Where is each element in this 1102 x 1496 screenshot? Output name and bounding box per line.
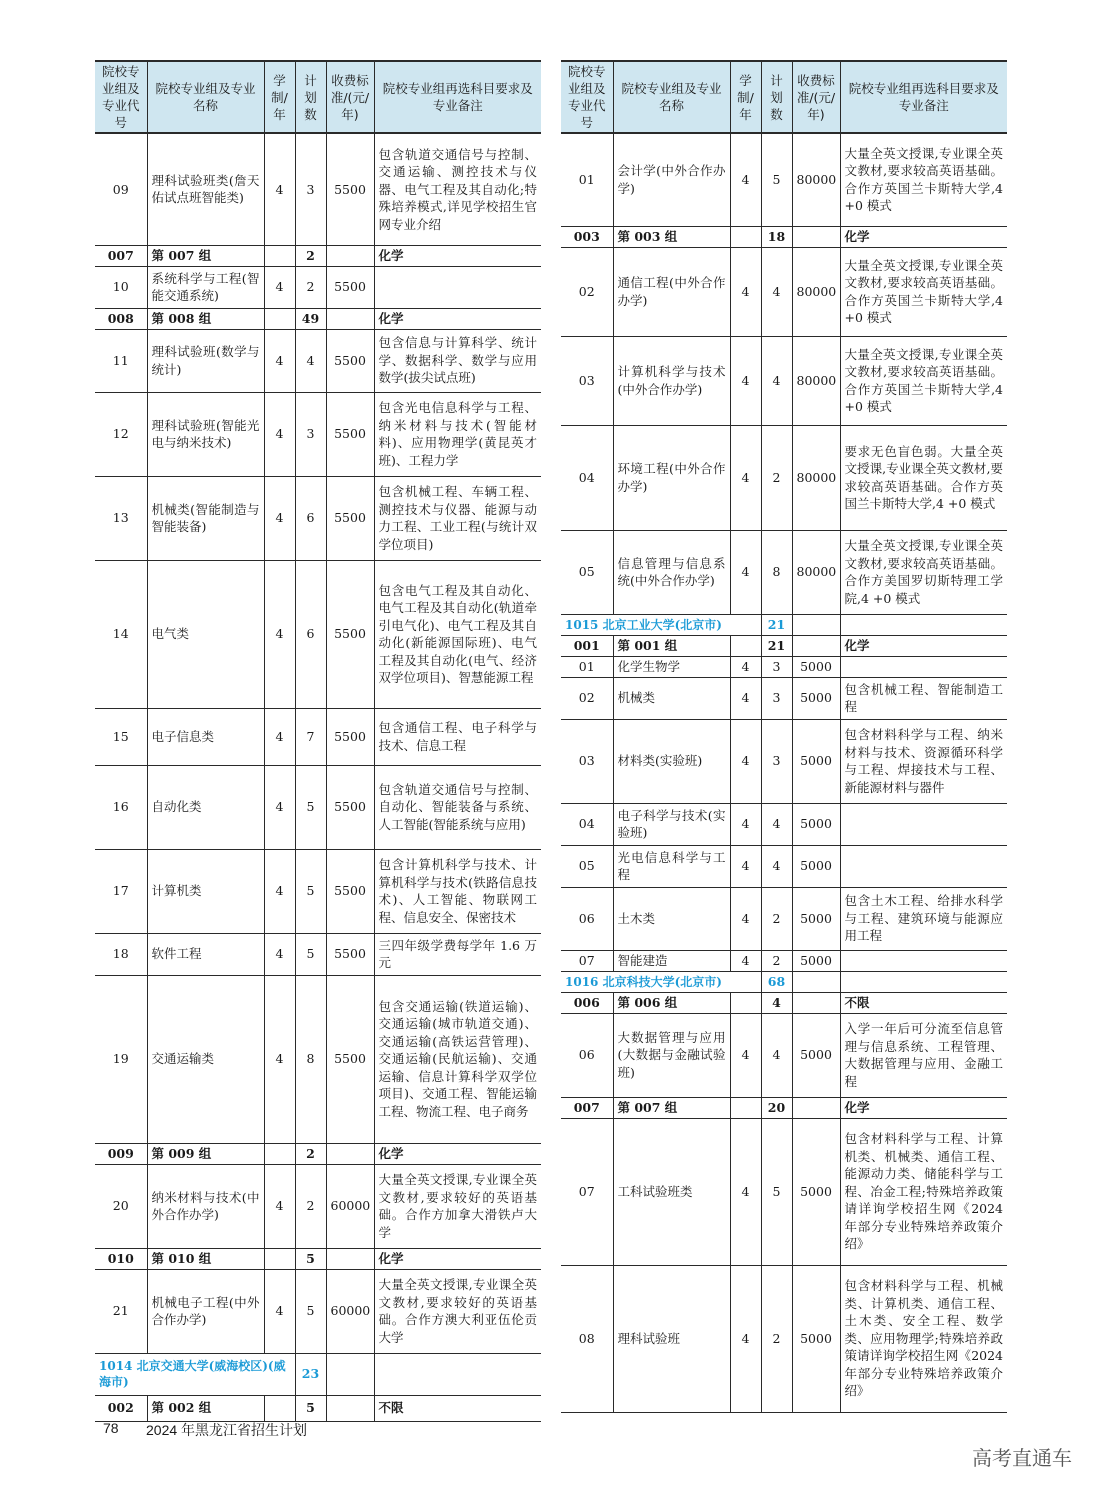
major-fee: 60000 bbox=[326, 1164, 374, 1248]
years-cell bbox=[264, 1248, 295, 1269]
major-plan: 3 bbox=[295, 133, 326, 245]
major-years: 4 bbox=[264, 975, 295, 1143]
major-plan: 2 bbox=[761, 1265, 792, 1412]
major-fee: 5000 bbox=[792, 803, 840, 845]
major-years: 4 bbox=[730, 530, 761, 614]
header-plan: 计划数 bbox=[761, 61, 792, 133]
major-years: 4 bbox=[264, 1164, 295, 1248]
university-plan: 68 bbox=[761, 971, 792, 992]
group-name: 第 003 组 bbox=[613, 226, 730, 247]
major-name: 交通运输类 bbox=[147, 975, 264, 1143]
group-code: 010 bbox=[95, 1248, 147, 1269]
major-row bbox=[95, 329, 541, 392]
major-note bbox=[840, 656, 1007, 677]
header-years: 学制/年 bbox=[730, 61, 761, 133]
major-fee: 5000 bbox=[792, 845, 840, 887]
major-years: 4 bbox=[730, 803, 761, 845]
major-name: 大数据管理与应用(大数据与金融试验班) bbox=[613, 1013, 730, 1097]
group-name: 第 007 组 bbox=[613, 1097, 730, 1118]
group-code: 007 bbox=[561, 1097, 613, 1118]
major-fee: 80000 bbox=[792, 425, 840, 530]
major-row bbox=[95, 266, 541, 308]
fee-cell bbox=[326, 308, 374, 329]
right-table-body bbox=[561, 133, 1007, 1412]
major-note bbox=[840, 845, 1007, 887]
major-code: 05 bbox=[561, 845, 613, 887]
header-fee: 收费标准/(元/年) bbox=[792, 61, 840, 133]
major-name: 理科试验班(智能光电与纳米技术) bbox=[147, 392, 264, 476]
major-years: 4 bbox=[730, 950, 761, 971]
major-fee: 5000 bbox=[792, 656, 840, 677]
major-name: 电子科学与技术(实验班) bbox=[613, 803, 730, 845]
major-code: 17 bbox=[95, 849, 147, 933]
major-years: 4 bbox=[264, 1269, 295, 1353]
major-plan: 2 bbox=[761, 950, 792, 971]
major-plan: 4 bbox=[761, 336, 792, 425]
major-plan: 5 bbox=[295, 765, 326, 849]
major-note: 三四年级学费每学年 1.6 万元 bbox=[374, 933, 541, 975]
major-row bbox=[561, 677, 1007, 719]
fee-cell bbox=[792, 971, 840, 992]
major-row bbox=[561, 719, 1007, 803]
major-plan: 4 bbox=[761, 1013, 792, 1097]
major-fee: 5000 bbox=[792, 719, 840, 803]
major-code: 02 bbox=[561, 677, 613, 719]
major-years: 4 bbox=[730, 677, 761, 719]
group-subject: 化学 bbox=[840, 635, 1007, 656]
major-code: 07 bbox=[561, 950, 613, 971]
major-plan: 7 bbox=[295, 708, 326, 765]
major-code: 01 bbox=[561, 656, 613, 677]
major-fee: 5500 bbox=[326, 765, 374, 849]
table-header bbox=[95, 61, 541, 133]
group-subject: 不限 bbox=[840, 992, 1007, 1013]
major-note: 包含通信工程、电子科学与技术、信息工程 bbox=[374, 708, 541, 765]
left-plan-table bbox=[95, 60, 541, 1422]
years-cell bbox=[730, 635, 761, 656]
major-code: 07 bbox=[561, 1118, 613, 1265]
major-fee: 5500 bbox=[326, 975, 374, 1143]
group-row bbox=[561, 1097, 1007, 1118]
group-subject: 化学 bbox=[374, 245, 541, 266]
university-plan: 21 bbox=[761, 614, 792, 635]
major-code: 01 bbox=[561, 133, 613, 226]
major-name: 机械类 bbox=[613, 677, 730, 719]
major-plan: 4 bbox=[761, 247, 792, 336]
major-years: 4 bbox=[730, 845, 761, 887]
group-plan: 18 bbox=[761, 226, 792, 247]
major-row bbox=[95, 1164, 541, 1248]
major-code: 06 bbox=[561, 1013, 613, 1097]
group-plan: 5 bbox=[295, 1395, 326, 1421]
major-note: 大量全英文授课,专业课全英文教材,要求较好的英语基础。合作方澳大利亚伍伦贡大学 bbox=[374, 1269, 541, 1353]
major-code: 09 bbox=[95, 133, 147, 245]
major-note bbox=[840, 950, 1007, 971]
major-row bbox=[561, 530, 1007, 614]
major-note: 包含计算机科学与技术、计算机科学与技术(铁路信息技术)、人工智能、物联网工程、信息安全、保密技术 bbox=[374, 849, 541, 933]
header-name: 院校专业组及专业名称 bbox=[147, 61, 264, 133]
major-name: 计算机科学与技术(中外合作办学) bbox=[613, 336, 730, 425]
left-table-body bbox=[95, 133, 541, 1421]
major-note: 包含交通运输(铁道运输)、交通运输(城市轨道交通)、交通运输(高铁运营管理)、交通运输(民航运输)、交通运输、信息计算科学双学位项目)、交通工程、智能运输工程、物流工程、电子商务 bbox=[374, 975, 541, 1143]
major-plan: 6 bbox=[295, 560, 326, 708]
group-name: 第 002 组 bbox=[147, 1395, 264, 1421]
major-name: 理科试验班 bbox=[613, 1265, 730, 1412]
major-row bbox=[561, 1265, 1007, 1412]
group-code: 002 bbox=[95, 1395, 147, 1421]
major-plan: 2 bbox=[761, 425, 792, 530]
group-name: 第 006 组 bbox=[613, 992, 730, 1013]
group-subject: 化学 bbox=[374, 308, 541, 329]
group-row bbox=[95, 1143, 541, 1164]
major-fee: 80000 bbox=[792, 133, 840, 226]
major-fee: 5000 bbox=[792, 677, 840, 719]
major-row bbox=[561, 656, 1007, 677]
major-row bbox=[561, 336, 1007, 425]
major-plan: 6 bbox=[295, 476, 326, 560]
major-plan: 5 bbox=[761, 1118, 792, 1265]
university-plan: 23 bbox=[295, 1353, 326, 1395]
group-code: 001 bbox=[561, 635, 613, 656]
major-fee: 5000 bbox=[792, 887, 840, 950]
major-name: 工科试验班类 bbox=[613, 1118, 730, 1265]
major-fee: 5500 bbox=[326, 933, 374, 975]
major-note: 包含材料科学与工程、机械类、计算机类、通信工程、土木类、安全工程、数学类、应用物理学;特殊培养政策请详询学校招生网《2024 年部分专业特殊培养政策介绍》 bbox=[840, 1265, 1007, 1412]
fee-cell bbox=[326, 1248, 374, 1269]
major-code: 06 bbox=[561, 887, 613, 950]
major-note: 入学一年后可分流至信息管理与信息系统、工程管理、大数据管理与应用、金融工程 bbox=[840, 1013, 1007, 1097]
major-code: 11 bbox=[95, 329, 147, 392]
major-years: 4 bbox=[264, 765, 295, 849]
major-row bbox=[95, 1269, 541, 1353]
header-plan: 计划数 bbox=[295, 61, 326, 133]
fee-cell bbox=[792, 226, 840, 247]
major-row bbox=[95, 975, 541, 1143]
major-name: 系统科学与工程(智能交通系统) bbox=[147, 266, 264, 308]
major-years: 4 bbox=[730, 887, 761, 950]
major-note: 包含光电信息科学与工程、纳米材料与技术(智能材料)、应用物理学(黄昆英才班)、工程力学 bbox=[374, 392, 541, 476]
major-note: 包含轨道交通信号与控制、自动化、智能装备与系统、人工智能(智能系统与应用) bbox=[374, 765, 541, 849]
major-name: 软件工程 bbox=[147, 933, 264, 975]
major-plan: 2 bbox=[761, 887, 792, 950]
group-row bbox=[95, 1395, 541, 1421]
major-years: 4 bbox=[730, 719, 761, 803]
major-row bbox=[95, 476, 541, 560]
major-name: 机械电子工程(中外合作办学) bbox=[147, 1269, 264, 1353]
group-subject: 化学 bbox=[840, 1097, 1007, 1118]
major-code: 04 bbox=[561, 425, 613, 530]
years-cell bbox=[264, 1143, 295, 1164]
major-note: 大量全英文授课,专业课全英文教材,要求较高英语基础。合作方英国兰卡斯特大学,4 +0 模式 bbox=[840, 247, 1007, 336]
group-plan: 5 bbox=[295, 1248, 326, 1269]
major-code: 19 bbox=[95, 975, 147, 1143]
header-fee: 收费标准/(元/年) bbox=[326, 61, 374, 133]
major-plan: 2 bbox=[295, 266, 326, 308]
major-years: 4 bbox=[264, 392, 295, 476]
major-code: 04 bbox=[561, 803, 613, 845]
major-plan: 4 bbox=[295, 329, 326, 392]
major-plan: 3 bbox=[761, 656, 792, 677]
major-note: 包含信息与计算科学、统计学、数据科学、数学与应用数学(拔尖试点班) bbox=[374, 329, 541, 392]
major-name: 计算机类 bbox=[147, 849, 264, 933]
header-code: 院校专业组及专业代号 bbox=[95, 61, 147, 133]
major-code: 02 bbox=[561, 247, 613, 336]
major-row bbox=[561, 803, 1007, 845]
group-code: 009 bbox=[95, 1143, 147, 1164]
major-years: 4 bbox=[264, 133, 295, 245]
group-row bbox=[561, 226, 1007, 247]
group-plan: 2 bbox=[295, 1143, 326, 1164]
major-plan: 2 bbox=[295, 1164, 326, 1248]
header-note: 院校专业组再选科目要求及专业备注 bbox=[840, 61, 1007, 133]
major-code: 08 bbox=[561, 1265, 613, 1412]
note-cell bbox=[840, 971, 1007, 992]
major-plan: 8 bbox=[295, 975, 326, 1143]
major-years: 4 bbox=[730, 1013, 761, 1097]
group-name: 第 007 组 bbox=[147, 245, 264, 266]
major-years: 4 bbox=[264, 933, 295, 975]
group-row bbox=[561, 635, 1007, 656]
university-name: 1016 北京科技大学(北京市) bbox=[561, 971, 761, 992]
major-code: 10 bbox=[95, 266, 147, 308]
major-note: 包含机械工程、智能制造工程 bbox=[840, 677, 1007, 719]
major-name: 信息管理与信息系统(中外合作办学) bbox=[613, 530, 730, 614]
major-note: 大量全英文授课,专业课全英文教材,要求较高英语基础。合作方英国兰卡斯特大学,4 +0 模式 bbox=[840, 133, 1007, 226]
university-row bbox=[95, 1353, 541, 1395]
group-row bbox=[561, 992, 1007, 1013]
major-fee: 5000 bbox=[792, 1118, 840, 1265]
years-cell bbox=[264, 308, 295, 329]
fee-cell bbox=[792, 992, 840, 1013]
university-name: 1014 北京交通大学(威海校区)(威海市) bbox=[95, 1353, 295, 1395]
major-note: 包含轨道交通信号与控制、交通运输、测控技术与仪器、电气工程及其自动化;特殊培养模式,详见学校招生官网专业介绍 bbox=[374, 133, 541, 245]
years-cell bbox=[730, 226, 761, 247]
major-row bbox=[95, 849, 541, 933]
major-note: 包含材料科学与工程、纳米材料与技术、资源循环科学与工程、焊接技术与工程、新能源材料与器件 bbox=[840, 719, 1007, 803]
fee-cell bbox=[326, 245, 374, 266]
major-years: 4 bbox=[264, 708, 295, 765]
major-note: 包含土木工程、给排水科学与工程、建筑环境与能源应用工程 bbox=[840, 887, 1007, 950]
major-note: 包含机械工程、车辆工程、测控技术与仪器、能源与动力工程、工业工程(与统计双学位项目) bbox=[374, 476, 541, 560]
fee-cell bbox=[792, 1097, 840, 1118]
group-row bbox=[95, 308, 541, 329]
major-fee: 5500 bbox=[326, 560, 374, 708]
major-code: 14 bbox=[95, 560, 147, 708]
university-name: 1015 北京工业大学(北京市) bbox=[561, 614, 761, 635]
major-name: 电子信息类 bbox=[147, 708, 264, 765]
major-name: 理科试验班类(詹天佑试点班智能类) bbox=[147, 133, 264, 245]
fee-cell bbox=[326, 1395, 374, 1421]
major-code: 18 bbox=[95, 933, 147, 975]
major-plan: 5 bbox=[295, 849, 326, 933]
major-code: 16 bbox=[95, 765, 147, 849]
group-subject: 化学 bbox=[840, 226, 1007, 247]
major-years: 4 bbox=[730, 1265, 761, 1412]
major-code: 15 bbox=[95, 708, 147, 765]
major-name: 环境工程(中外合作办学) bbox=[613, 425, 730, 530]
major-years: 4 bbox=[730, 656, 761, 677]
major-fee: 5000 bbox=[792, 950, 840, 971]
major-plan: 3 bbox=[295, 392, 326, 476]
major-plan: 3 bbox=[761, 719, 792, 803]
major-code: 03 bbox=[561, 336, 613, 425]
major-row bbox=[561, 845, 1007, 887]
table-header bbox=[561, 61, 1007, 133]
group-name: 第 009 组 bbox=[147, 1143, 264, 1164]
major-row bbox=[95, 392, 541, 476]
major-fee: 5500 bbox=[326, 392, 374, 476]
group-subject: 不限 bbox=[374, 1395, 541, 1421]
major-name: 自动化类 bbox=[147, 765, 264, 849]
university-row bbox=[561, 614, 1007, 635]
major-name: 化学生物学 bbox=[613, 656, 730, 677]
major-name: 电气类 bbox=[147, 560, 264, 708]
major-years: 4 bbox=[730, 247, 761, 336]
group-plan: 20 bbox=[761, 1097, 792, 1118]
major-row bbox=[95, 133, 541, 245]
major-years: 4 bbox=[730, 133, 761, 226]
major-fee: 60000 bbox=[326, 1269, 374, 1353]
major-plan: 8 bbox=[761, 530, 792, 614]
major-plan: 5 bbox=[295, 933, 326, 975]
major-row bbox=[95, 933, 541, 975]
major-fee: 5500 bbox=[326, 708, 374, 765]
group-code: 008 bbox=[95, 308, 147, 329]
major-plan: 3 bbox=[761, 677, 792, 719]
group-row bbox=[95, 245, 541, 266]
group-subject: 化学 bbox=[374, 1143, 541, 1164]
major-code: 12 bbox=[95, 392, 147, 476]
group-row bbox=[95, 1248, 541, 1269]
major-fee: 5500 bbox=[326, 133, 374, 245]
major-row bbox=[561, 1118, 1007, 1265]
right-plan-table bbox=[561, 60, 1007, 1413]
major-row bbox=[561, 950, 1007, 971]
major-name: 光电信息科学与工程 bbox=[613, 845, 730, 887]
major-note: 要求无色盲色弱。大量全英文授课,专业课全英文教材,要求较高英语基础。合作方英国兰卡斯特大学,4 +0 模式 bbox=[840, 425, 1007, 530]
major-years: 4 bbox=[264, 329, 295, 392]
group-name: 第 008 组 bbox=[147, 308, 264, 329]
years-cell bbox=[730, 1097, 761, 1118]
university-row bbox=[561, 971, 1007, 992]
major-row bbox=[95, 560, 541, 708]
major-years: 4 bbox=[730, 425, 761, 530]
major-years: 4 bbox=[730, 1118, 761, 1265]
group-plan: 49 bbox=[295, 308, 326, 329]
major-note: 大量全英文授课,专业课全英文教材,要求较好的英语基础。合作方加拿大滑铁卢大学 bbox=[374, 1164, 541, 1248]
major-row bbox=[561, 425, 1007, 530]
major-row bbox=[561, 1013, 1007, 1097]
major-years: 4 bbox=[264, 849, 295, 933]
major-fee: 5500 bbox=[326, 476, 374, 560]
group-code: 007 bbox=[95, 245, 147, 266]
major-fee: 5000 bbox=[792, 1265, 840, 1412]
group-code: 003 bbox=[561, 226, 613, 247]
fee-cell bbox=[792, 635, 840, 656]
major-row bbox=[95, 708, 541, 765]
major-row bbox=[561, 133, 1007, 226]
years-cell bbox=[264, 245, 295, 266]
major-plan: 5 bbox=[761, 133, 792, 226]
major-years: 4 bbox=[264, 560, 295, 708]
major-name: 纳米材料与技术(中外合作办学) bbox=[147, 1164, 264, 1248]
major-fee: 5500 bbox=[326, 849, 374, 933]
major-name: 土木类 bbox=[613, 887, 730, 950]
brand-watermark: 高考直通车 bbox=[972, 1446, 1072, 1470]
major-row bbox=[561, 247, 1007, 336]
note-cell bbox=[374, 1353, 541, 1395]
group-name: 第 010 组 bbox=[147, 1248, 264, 1269]
group-plan: 21 bbox=[761, 635, 792, 656]
major-fee: 80000 bbox=[792, 336, 840, 425]
group-plan: 2 bbox=[295, 245, 326, 266]
major-name: 机械类(智能制造与智能装备) bbox=[147, 476, 264, 560]
major-note: 包含材料科学与工程、计算机类、机械类、通信工程、能源动力类、储能科学与工程、冶金工程;特殊培养政策请详询学校招生网《2024 年部分专业特殊培养政策介绍》 bbox=[840, 1118, 1007, 1265]
fee-cell bbox=[326, 1353, 374, 1395]
major-plan: 4 bbox=[761, 845, 792, 887]
major-note: 大量全英文授课,专业课全英文教材,要求较高英语基础。合作方英国兰卡斯特大学,4 +0 模式 bbox=[840, 336, 1007, 425]
header-years: 学制/年 bbox=[264, 61, 295, 133]
group-subject: 化学 bbox=[374, 1248, 541, 1269]
page-number: 78 bbox=[103, 1420, 119, 1436]
group-plan: 4 bbox=[761, 992, 792, 1013]
fee-cell bbox=[792, 614, 840, 635]
major-fee: 5500 bbox=[326, 329, 374, 392]
major-fee: 5500 bbox=[326, 266, 374, 308]
major-fee: 80000 bbox=[792, 530, 840, 614]
major-row bbox=[561, 887, 1007, 950]
major-name: 材料类(实验班) bbox=[613, 719, 730, 803]
header-name: 院校专业组及专业名称 bbox=[613, 61, 730, 133]
major-name: 智能建造 bbox=[613, 950, 730, 971]
major-plan: 5 bbox=[295, 1269, 326, 1353]
major-code: 21 bbox=[95, 1269, 147, 1353]
header-note: 院校专业组再选科目要求及专业备注 bbox=[374, 61, 541, 133]
major-name: 通信工程(中外合作办学) bbox=[613, 247, 730, 336]
fee-cell bbox=[326, 1143, 374, 1164]
major-note bbox=[374, 266, 541, 308]
major-note bbox=[840, 803, 1007, 845]
group-code: 006 bbox=[561, 992, 613, 1013]
major-plan: 4 bbox=[761, 803, 792, 845]
years-cell bbox=[264, 1395, 295, 1421]
major-fee: 80000 bbox=[792, 247, 840, 336]
major-fee: 5000 bbox=[792, 1013, 840, 1097]
major-note: 包含电气工程及其自动化、电气工程及其自动化(轨道牵引电气化)、电气工程及其自动化(新能源国际班)、电气工程及其自动化(电气、经济双学位项目)、智慧能源工程 bbox=[374, 560, 541, 708]
major-years: 4 bbox=[264, 266, 295, 308]
header-code: 院校专业组及专业代号 bbox=[561, 61, 613, 133]
major-code: 13 bbox=[95, 476, 147, 560]
note-cell bbox=[840, 614, 1007, 635]
major-years: 4 bbox=[264, 476, 295, 560]
group-name: 第 001 组 bbox=[613, 635, 730, 656]
major-code: 05 bbox=[561, 530, 613, 614]
major-name: 理科试验班(数学与统计) bbox=[147, 329, 264, 392]
major-note: 大量全英文授课,专业课全英文教材,要求较高英语基础。合作方美国罗切斯特理工学院,4 +0 模式 bbox=[840, 530, 1007, 614]
major-years: 4 bbox=[730, 336, 761, 425]
major-code: 20 bbox=[95, 1164, 147, 1248]
footer-title: 2024 年黑龙江省招生计划 bbox=[146, 1422, 308, 1438]
major-code: 03 bbox=[561, 719, 613, 803]
years-cell bbox=[730, 992, 761, 1013]
major-row bbox=[95, 765, 541, 849]
major-name: 会计学(中外合作办学) bbox=[613, 133, 730, 226]
